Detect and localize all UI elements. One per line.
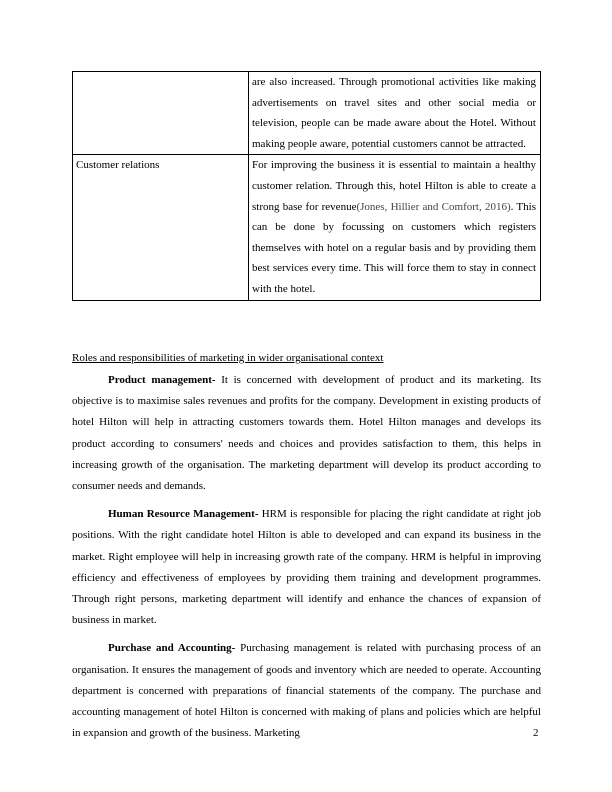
paragraph-text: Purchasing management is related with purchasing process of an organisation. It ensures the management of goods and inventory which are needed to operate. Accounting department is concerned with preparations of financial statements of the company. The purchase and accounting management of hotel Hilton is concerned with making of plans and policies which are helpful in expansion and growth of the business. Marketing [72, 642, 541, 740]
paragraph [72, 370, 541, 497]
table-cell-label: Customer relations [73, 155, 249, 300]
paragraph-text: HRM is responsible for placing the right candidate at right job positions. With the right candidate hotel Hilton is able to developed and can expand its business in the market. Right employee will help in increasing growth rate of the company. HRM is helpful in improving efficiency and effectiveness of employees by providing them training and development programmes. Through right persons, marketing department will identify and enhance the chances of expansion of business in market. [72, 508, 541, 627]
page-number: 2 [533, 727, 539, 739]
table-row [73, 155, 541, 300]
paragraph-title: Human Resource Management- [108, 508, 259, 521]
section-heading: Roles and responsibilities of marketing in wider organisational context [72, 352, 384, 364]
cell-text-after: . This can be done by focussing on customers which registers themselves with hotel on a regular basis and by providing them best services every time. This will force them to stay in connect with the hotel. [252, 200, 536, 295]
cell-text: are also increased. Through promotional activities like making advertisements on travel sites and other social media or television, people can be made aware about the Hotel. Without making people aware, potential customers cannot be attracted. [252, 76, 536, 150]
paragraph [72, 638, 541, 744]
table-row [73, 72, 541, 155]
paragraph-title: Purchase and Accounting- [108, 642, 236, 655]
citation: (Jones, Hillier and Comfort, 2016) [356, 200, 511, 213]
table-cell-text [249, 72, 541, 155]
marketing-table [72, 71, 541, 301]
table-cell-label [73, 72, 249, 155]
paragraph-title: Product management- [108, 374, 216, 386]
paragraph [72, 504, 541, 631]
paragraph-text: It is concerned with development of product and its marketing. Its objective is to maximise sales revenues and profits for the company. Development in existing products of hotel Hilton will help in attracting customers towards them. Hotel Hilton manages and develops its product according to consumers' needs and choices and provides satisfaction to them, this helps in increasing growth of the organisation. The marketing department will develop its product according to consumer needs and demands. [72, 374, 541, 493]
section-body [72, 370, 541, 751]
cell-text: For improving the business it is essential to maintain a healthy customer relation. Through this, hotel Hilton is able to create a strong base for revenue [252, 159, 536, 213]
table-cell-text [249, 155, 541, 300]
